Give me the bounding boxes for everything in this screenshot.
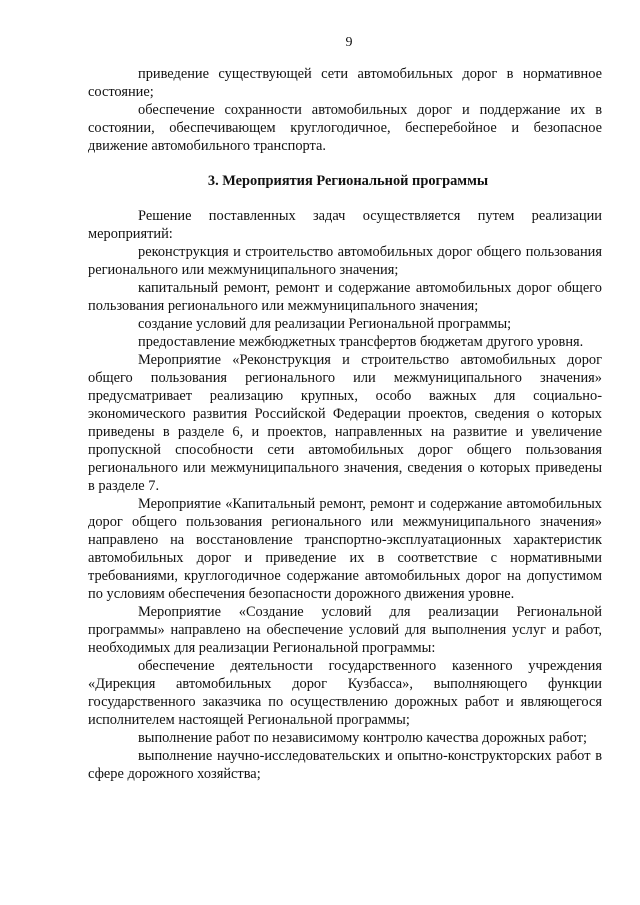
page-number: 9 <box>345 35 353 50</box>
list-item: капитальный ремонт, ремонт и содержание автомобильных дорог общего пользования регионального или межмуниципального значения; <box>88 280 602 314</box>
list-item: создание условий для реализации Региональной программы; <box>138 316 512 332</box>
paragraph: Мероприятие «Капитальный ремонт, ремонт и содержание автомобильных дорог общего пользования регионального или межмуниципального значения» направлено на восстановление транспортно-эксплуатационных характеристик автомобильных дорог и приведение их в соответствие с нормативными требованиями, круглогодичное содержание автомобильных дорог на допустимом по условиям обеспечения безопасности дорожного движения уровне. <box>88 496 602 602</box>
paragraph: приведение существующей сети автомобильных дорог в нормативное состояние; <box>88 66 602 100</box>
paragraph: Решение поставленных задач осуществляется путем реализации мероприятий: <box>88 208 602 242</box>
paragraph: Мероприятие «Реконструкция и строительство автомобильных дорог общего пользования регионального или межмуниципального значения» предусматривает реализацию крупных, особо важных для социально-экономического развития Российской Федерации проектов, сведения о которых приведены в разделе 6, и проектов, направленных на развитие и увеличение пропускной способности сети автомобильных дорог общего пользования регионального или межмуниципального значения, сведения о которых приведены в разделе 7. <box>88 352 602 494</box>
section-heading: 3. Мероприятия Региональной программы <box>207 173 489 189</box>
paragraph: обеспечение сохранности автомобильных дорог и поддержание их в состоянии, обеспечивающем круглогодичное, бесперебойное и безопасное движение автомобильного транспорта. <box>88 102 602 154</box>
paragraph: Мероприятие «Создание условий для реализации Региональной программы» направлено на обеспечение условий для выполнения услуг и работ, необходимых для реализации Региональной программы: <box>88 604 602 656</box>
list-item: выполнение работ по независимому контролю качества дорожных работ; <box>138 730 588 746</box>
list-item: предоставление межбюджетных трансфертов бюджетам другого уровня. <box>138 334 584 350</box>
list-item: реконструкция и строительство автомобильных дорог общего пользования регионального или межмуниципального значения; <box>88 244 602 278</box>
list-item: выполнение научно-исследовательских и опытно-конструкторских работ в сфере дорожного хозяйства; <box>88 748 602 782</box>
list-item: обеспечение деятельности государственного казенного учреждения «Дирекция автомобильных дорог Кузбасса», выполняющего функции государственного заказчика по осуществлению дорожных работ и являющегося исполнителем настоящей Региональной программы; <box>88 658 602 728</box>
